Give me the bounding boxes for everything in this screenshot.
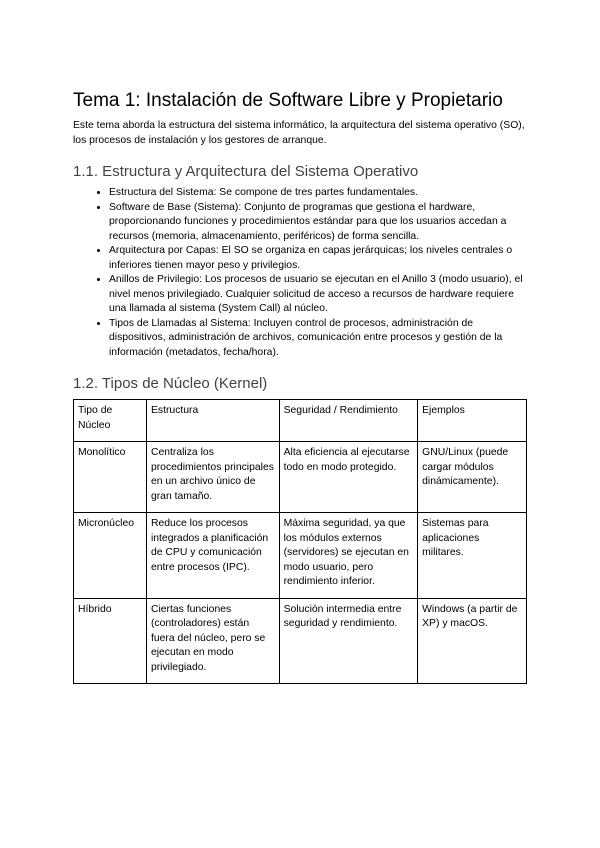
header-cell: Tipo de Núcleo	[74, 400, 147, 442]
table-header-row	[74, 400, 527, 442]
section-heading-1-2: 1.2. Tipos de Núcleo (Kernel)	[73, 375, 268, 392]
table-row	[74, 598, 527, 684]
table-cell: Windows (a partir de XP) y macOS.	[418, 598, 527, 684]
table-cell: Centraliza los procedimientos principales en un archivo único de gran tamaño.	[146, 442, 279, 513]
table-cell: Máxima seguridad, ya que los módulos externos (servidores) se ejecutan en modo usuario, pero rendimiento inferior.	[279, 513, 418, 599]
table-cell: Reduce los procesos integrados a planificación de CPU y comunicación entre procesos (IPC).	[146, 513, 279, 599]
table-cell: Híbrido	[74, 598, 147, 684]
table-cell: Alta eficiencia al ejecutarse todo en modo protegido.	[279, 442, 418, 513]
table-cell: Solución intermedia entre seguridad y rendimiento.	[279, 598, 418, 684]
list-item: • Tipos de Llamadas al Sistema: Incluyen control de procesos, administración de dispositivos, administración de archivos, comunicación entre procesos y gestión de la información (metadatos, fecha/hora).	[109, 317, 528, 361]
table-cell: Micronúcleo	[74, 513, 147, 599]
table-cell: Sistemas para aplicaciones militares.	[418, 513, 527, 599]
kernel-types-table	[73, 399, 527, 684]
section-heading-1-1: 1.1. Estructura y Arquitectura del Sistema Operativo	[73, 163, 419, 180]
table-row	[74, 513, 527, 599]
table-row	[74, 442, 527, 513]
header-cell: Estructura	[146, 400, 279, 442]
table-cell: Ciertas funciones (controladores) están fuera del núcleo, pero se ejecutan en modo privilegiado.	[146, 598, 279, 684]
list-item: • Anillos de Privilegio: Los procesos de usuario se ejecutan en el Anillo 3 (modo usuario), el nivel menos privilegiado. Cualquier solicitud de acceso a recursos de hardware requiere una llamada al sistema (System Call) al núcleo.	[109, 273, 528, 317]
list-item: • Software de Base (Sistema): Conjunto de programas que gestiona el hardware, proporcionando funciones y procedimientos estándar para que los usuarios accedan a recursos (memoria, almacenamiento, periféricos) de forma sencilla.	[109, 201, 528, 245]
table-cell: Monolítico	[74, 442, 147, 513]
document-page	[73, 88, 528, 684]
list-item: • Estructura del Sistema: Se compone de tres partes fundamentales.	[109, 186, 528, 201]
list-item: • Arquitectura por Capas: El SO se organiza en capas jerárquicas; los niveles centrales o inferiores tienen mayor peso y privilegios.	[109, 244, 528, 273]
intro-paragraph: Este tema aborda la estructura del sistema informático, la arquitectura del sistema operativo (SO), los procesos de instalación y los gestores de arranque.	[73, 120, 525, 146]
document-title: Tema 1: Instalación de Software Libre y Propietario	[73, 90, 503, 111]
table-cell: GNU/Linux (puede cargar módulos dinámicamente).	[418, 442, 527, 513]
header-cell: Seguridad / Rendimiento	[279, 400, 418, 442]
bullet-list	[73, 186, 528, 360]
header-cell: Ejemplos	[418, 400, 527, 442]
